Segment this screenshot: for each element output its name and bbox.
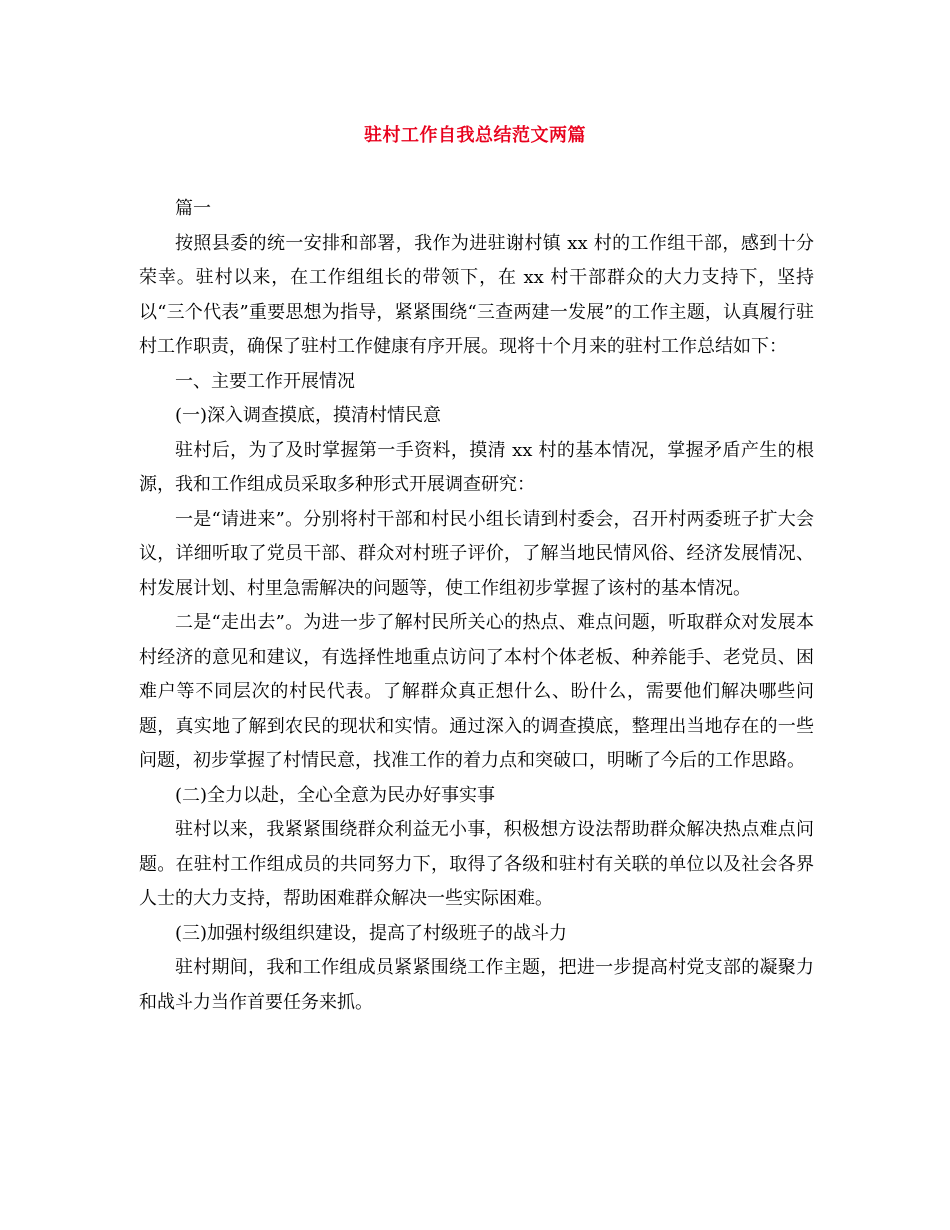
paragraph-invite-in: 一是“请进来”。分别将村干部和村民小组长请到村委会，召开村两委班子扩大会议，详细听取了党员干部、群众对村班子评价，了解当地民情风俗、经济发展情况、村发展计划、村里急需解决的问题等，使工作组初步掌握了该村的基本情况。 — [139, 508, 814, 599]
paragraph-organization: 驻村期间，我和工作组成员紧紧围绕工作主题，把进一步提高村党支部的凝聚力和战斗力当作首要任务来抓。 — [139, 957, 814, 1013]
document-title: 驻村工作自我总结范文两篇 — [364, 125, 586, 146]
paragraph-investigation: 驻村后，为了及时掌握第一手资料，摸清 xx 村的基本情况，掌握矛盾产生的根源，我和工作组成员采取多种形式开展调查研究： — [139, 439, 814, 495]
paragraph-intro: 按照县委的统一安排和部署，我作为进驻谢村镇 xx 村的工作组干部，感到十分荣幸。驻村以来，在工作组组长的带领下，在 xx 村干部群众的大力支持下，坚持以“三个代表”重要思想为指导，紧紧围绕“三查两建一发展”的工作主题，认真履行驻村工作职责，确保了驻村工作健康有序开展。现将十个月来的驻村工作总结如下： — [139, 232, 814, 357]
paragraph-go-out: 二是“走出去”。为进一步了解村民所关心的热点、难点问题，听取群众对发展本村经济的意见和建议，有选择性地重点访问了本村个体老板、种养能手、老党员、困难户等不同层次的村民代表。了解群众真正想什么、盼什么，需要他们解决哪些问题，真实地了解到农民的现状和实情。通过深入的调查摸底，整理出当地存在的一些问题，初步掌握了村情民意，找准工作的着力点和突破口，明晰了今后的工作思路。 — [139, 612, 814, 771]
subheading-practical-matters: (二)全力以赴，全心全意为民办好事实事 — [175, 784, 496, 806]
subheading-investigation: (一)深入调查摸底，摸清村情民意 — [175, 405, 442, 426]
heading-main-work: 一、主要工作开展情况 — [175, 370, 355, 392]
document-body — [139, 192, 814, 1020]
paragraph-section-label: 篇一 — [175, 198, 211, 219]
paragraph-practical-matters: 驻村以来，我紧紧围绕群众利益无小事，积极想方设法帮助群众解决热点难点问题。在驻村工作组成员的共同努力下，取得了各级和驻村有关联的单位以及社会各界人士的大力支持，帮助困难群众解决一些实际困难。 — [139, 819, 814, 909]
subheading-organization: (三)加强村级组织建设，提高了村级班子的战斗力 — [175, 922, 568, 944]
